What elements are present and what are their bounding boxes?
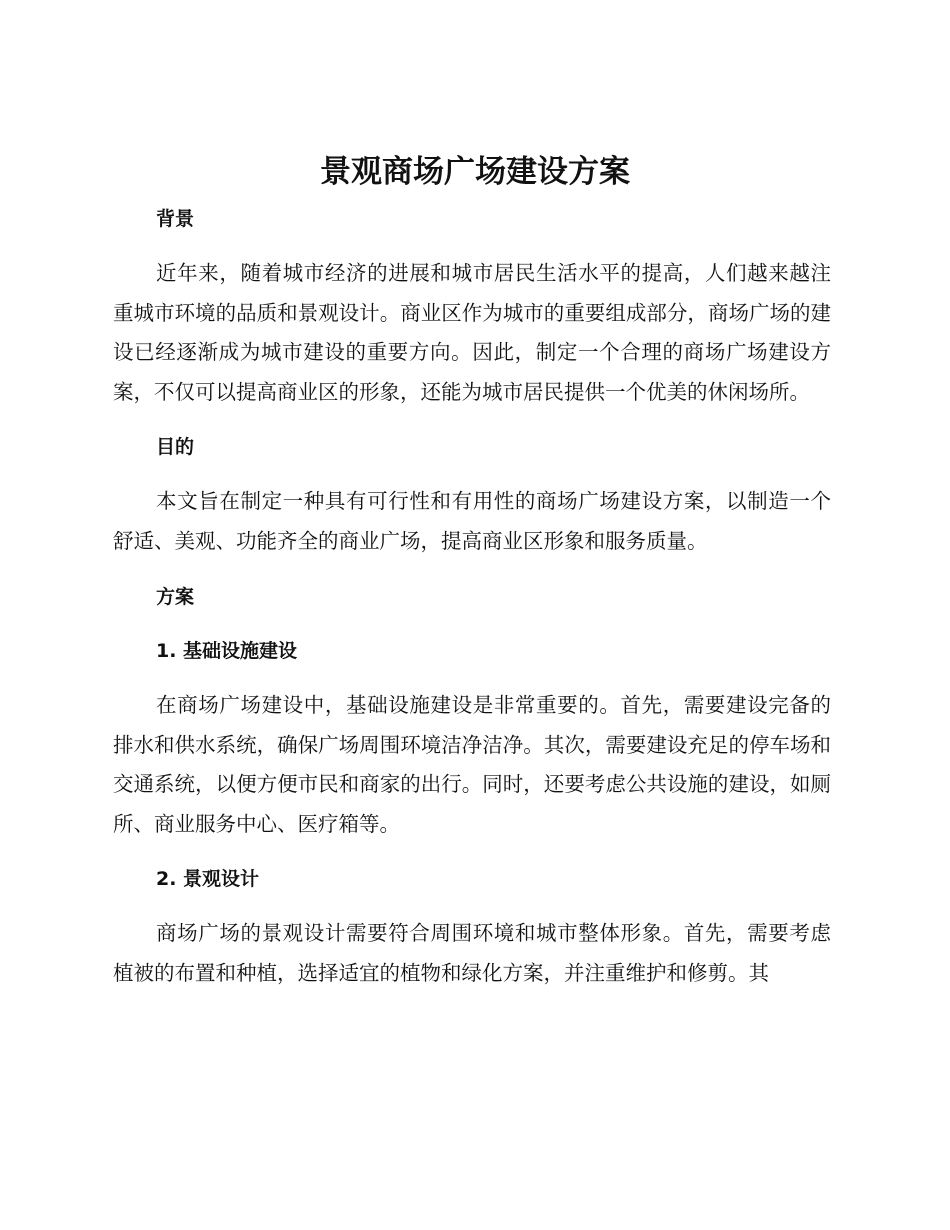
section-heading-plan: 方案 — [156, 586, 195, 608]
document-body — [113, 200, 831, 993]
section-text-landscape: 商场广场的景观设计需要符合周围环境和城市整体形象。首先，需要考虑植被的布置和种植，选择适宜的植物和绿化方案，并注重维护和修剪。其 — [113, 921, 831, 985]
document-title: 景观商场广场建设方案 — [320, 154, 630, 190]
section-text-background: 近年来，随着城市经济的进展和城市居民生活水平的提高，人们越来越注重城市环境的品质和景观设计。商业区作为城市的重要组成部分，商场广场的建设已经逐渐成为城市建设的重要方向。因此，制定一个合理的商场广场建设方案，不仅可以提高商业区的形象，还能为城市居民提供一个优美的休闲场所。 — [113, 261, 831, 404]
section-heading-background: 背景 — [156, 208, 195, 230]
section-text-purpose: 本文旨在制定一种具有可行性和有用性的商场广场建设方案，以制造一个舒适、美观、功能齐全的商业广场，提高商业区形象和服务质量。 — [113, 489, 831, 553]
section-heading-purpose: 目的 — [156, 436, 195, 458]
section-text-infrastructure: 在商场广场建设中，基础设施建设是非常重要的。首先，需要建设完备的排水和供水系统，确保广场周围环境洁净洁净。其次，需要建设充足的停车场和交通系统，以便方便市民和商家的出行。同时，还要考虑公共设施的建设，如厕所、商业服务中心、医疗箱等。 — [113, 693, 831, 836]
section-heading-infrastructure: 1. 基础设施建设 — [156, 640, 298, 662]
section-heading-landscape: 2. 景观设计 — [156, 868, 260, 890]
